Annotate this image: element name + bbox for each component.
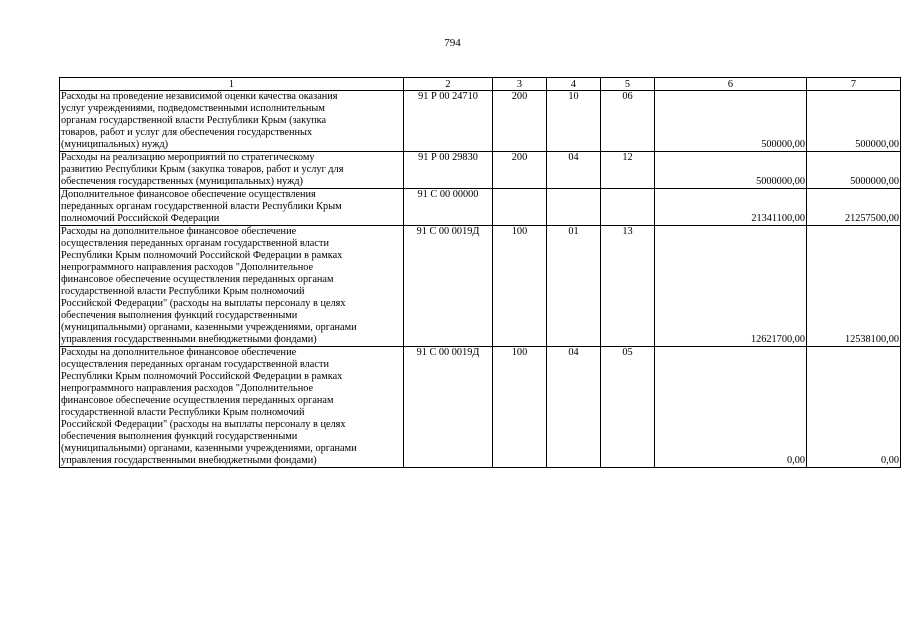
section-code: 04 bbox=[547, 152, 601, 189]
amount-column-7: 500000,00 bbox=[807, 91, 901, 152]
column-header: 3 bbox=[493, 78, 547, 91]
table-row bbox=[60, 91, 901, 152]
row-description: Расходы на проведение независимой оценки качества оказания услуг учреждениями, подведомственными исполнительным органам государственной власти Республики Крым (закупка товаров, работ и услуг для обеспечения государственных (муниципальных) нужд) bbox=[60, 91, 404, 152]
table-row bbox=[60, 152, 901, 189]
target-article-code: 91 С 00 00000 bbox=[404, 189, 493, 226]
amount-column-7: 21257500,00 bbox=[807, 189, 901, 226]
amount-column-6: 21341100,00 bbox=[655, 189, 807, 226]
budget-table bbox=[59, 77, 901, 468]
expense-type-code bbox=[493, 189, 547, 226]
row-description: Расходы на дополнительное финансовое обеспечение осуществления переданных органам государственной власти Республики Крым полномочий Российской Федерации в рамках непрограммного направления расходов "Дополнительное финансовое обеспечение осуществления переданных органам государственной власти Республики Крым полномочий Российской Федерации" (расходы на выплаты персоналу в целях обеспечения выполнения функций государственными (муниципальными) органами, казенными учреждениями, органами управления государственными внебюджетными фондами) bbox=[60, 226, 404, 347]
subsection-code: 06 bbox=[601, 91, 655, 152]
column-header: 5 bbox=[601, 78, 655, 91]
amount-column-7: 0,00 bbox=[807, 347, 901, 468]
target-article-code: 91 С 00 0019Д bbox=[404, 347, 493, 468]
section-code: 10 bbox=[547, 91, 601, 152]
column-header: 4 bbox=[547, 78, 601, 91]
expense-type-code: 100 bbox=[493, 347, 547, 468]
amount-column-6: 5000000,00 bbox=[655, 152, 807, 189]
section-code: 04 bbox=[547, 347, 601, 468]
column-header: 7 bbox=[807, 78, 901, 91]
column-header: 2 bbox=[404, 78, 493, 91]
amount-column-6: 0,00 bbox=[655, 347, 807, 468]
target-article-code: 91 Р 00 29830 bbox=[404, 152, 493, 189]
column-header: 6 bbox=[655, 78, 807, 91]
table-row bbox=[60, 347, 901, 468]
amount-column-7: 5000000,00 bbox=[807, 152, 901, 189]
subsection-code: 13 bbox=[601, 226, 655, 347]
row-description: Расходы на реализацию мероприятий по стратегическому развитию Республики Крым (закупка товаров, работ и услуг для обеспечения государственных (муниципальных) нужд) bbox=[60, 152, 404, 189]
expense-type-code: 200 bbox=[493, 152, 547, 189]
section-code bbox=[547, 189, 601, 226]
column-header: 1 bbox=[60, 78, 404, 91]
subsection-code: 05 bbox=[601, 347, 655, 468]
expense-type-code: 100 bbox=[493, 226, 547, 347]
expense-type-code: 200 bbox=[493, 91, 547, 152]
row-description: Дополнительное финансовое обеспечение осуществления переданных органам государственной власти Республики Крым полномочий Российской Федерации bbox=[60, 189, 404, 226]
amount-column-6: 12621700,00 bbox=[655, 226, 807, 347]
table-row bbox=[60, 226, 901, 347]
section-code: 01 bbox=[547, 226, 601, 347]
page-number: 794 bbox=[444, 37, 461, 49]
subsection-code bbox=[601, 189, 655, 226]
amount-column-7: 12538100,00 bbox=[807, 226, 901, 347]
table-header-row bbox=[60, 78, 901, 91]
amount-column-6: 500000,00 bbox=[655, 91, 807, 152]
table-row bbox=[60, 189, 901, 226]
target-article-code: 91 С 00 0019Д bbox=[404, 226, 493, 347]
row-description: Расходы на дополнительное финансовое обеспечение осуществления переданных органам государственной власти Республики Крым полномочий Российской Федерации в рамках непрограммного направления расходов "Дополнительное финансовое обеспечение осуществления переданных органам государственной власти Республики Крым полномочий Российской Федерации" (расходы на выплаты персоналу в целях обеспечения выполнения функций государственными (муниципальными) органами, казенными учреждениями, органами управления государственными внебюджетными фондами) bbox=[60, 347, 404, 468]
target-article-code: 91 Р 00 24710 bbox=[404, 91, 493, 152]
subsection-code: 12 bbox=[601, 152, 655, 189]
